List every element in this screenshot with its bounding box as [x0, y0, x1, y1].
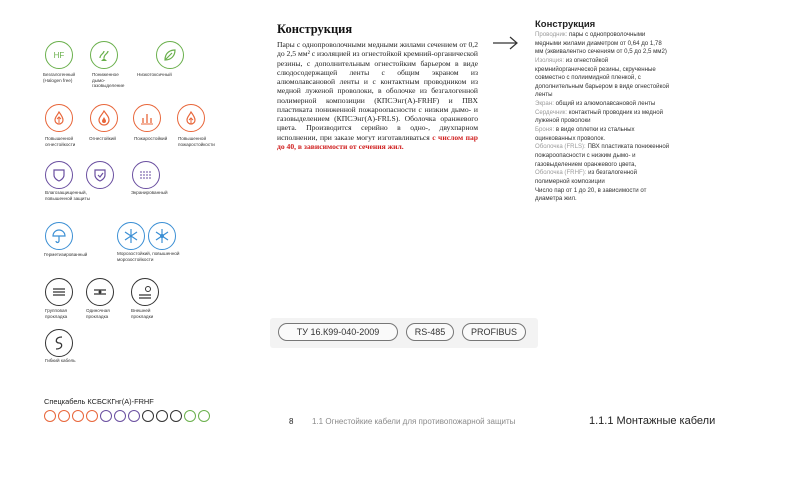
- svg-text:HF: HF: [53, 51, 65, 60]
- feature-label-herm: Герметизированный: [44, 252, 88, 257]
- feature-label-screen: Экранированный: [131, 190, 168, 195]
- feature-label-fr: Повышенной огнестойкости: [45, 136, 76, 147]
- arrow-right-icon: [493, 36, 519, 50]
- outdoor-laying-icon: [170, 410, 182, 422]
- spec-list: [535, 31, 670, 204]
- fire-resistance-icon: [45, 104, 73, 132]
- flexible-cable-icon: [45, 329, 73, 357]
- cable-name: Спецкабель КСБСКГнг(А)-FRHF: [44, 397, 154, 406]
- single-laying-icon: [156, 410, 168, 422]
- spec-item: Оболочка (FRHF): из безгалогенной полимерной композиции: [535, 169, 637, 185]
- feature-label-fp: Пожаростойкий: [134, 136, 168, 141]
- page-number: 8: [289, 417, 294, 426]
- flame-icon: [90, 104, 118, 132]
- feature-label-moist: Влагозащищенный, повышенной защиты: [45, 190, 90, 201]
- single-laying-icon: [86, 278, 114, 306]
- feature-label-frost: Морозостойкий, повышенной морозостойкости: [117, 251, 180, 262]
- feature-label-flex: Гибкий кабель: [45, 358, 76, 363]
- fire-proof-icon: [72, 410, 84, 422]
- spec-item: Число пар от 1 до 20, в зависимости от диаметра жил.: [535, 186, 647, 203]
- snowflake-icon: [117, 222, 145, 250]
- subsection-title: 1.1 Огнестойкие кабели для противопожарной защиты: [312, 417, 516, 426]
- shield-icon: [114, 410, 126, 422]
- screen-icon: [132, 161, 160, 189]
- spec-item: Оболочка (FRLS): ПВХ пластиката пониженной пожароопасности с низким дымо- и газовыделением оранжевого цвета,: [535, 143, 670, 168]
- feature-label-group: Групповая прокладка: [45, 308, 68, 319]
- leaf-icon: [156, 41, 184, 69]
- spec-item: Изоляция: из огнестойкой кремнийорганической резины, скрученные совместно с полиимидной пленкой, с дополнительным барьером в виде огнестойкой ленты: [535, 56, 670, 99]
- standard-badge-tu: ТУ 16.К99-040-2009: [278, 323, 398, 341]
- doc-title: Конструкция: [277, 22, 353, 36]
- high-fire-proof-icon: [86, 410, 98, 422]
- umbrella-icon: [45, 222, 73, 250]
- fire-resistance-icon: [44, 410, 56, 422]
- halogen-free-icon: [184, 410, 196, 422]
- group-laying-icon: [45, 278, 73, 306]
- feature-label-fire: Огнестойкий: [89, 136, 116, 141]
- standard-badge-rs485: RS-485: [406, 323, 454, 341]
- spec-item: Броня: в виде оплетки из стальных оцинкованных проволок.: [535, 126, 635, 142]
- feature-label-hfr: Повышенной пожаростойкости: [178, 136, 215, 147]
- feature-label-hf: Безгалогенный (Halogen free): [43, 72, 76, 83]
- low-smoke-icon: [198, 410, 210, 422]
- moisture-icon: [100, 410, 112, 422]
- feature-label-outdoor: Внешней прокладки: [131, 308, 154, 319]
- section-title: 1.1.1 Монтажные кабели: [589, 415, 716, 427]
- low-smoke-icon: [90, 41, 118, 69]
- spec-item: Проводник: пары с однопроволочными медными жилами диаметром от 0,64 до 1,78 мм (эквивалентно сечениям от 0,5 до 2,5 мм2): [535, 31, 667, 56]
- spec-item: Экран: общий из алюмолавсановой ленты: [535, 100, 656, 108]
- spec-title: Конструкция: [535, 19, 596, 30]
- halogen-free-icon: [45, 41, 73, 69]
- feature-label-lt: Низкотоксичный: [137, 72, 172, 77]
- doc-body-text: Пары с однопроволочными медными жилами сечением от 0,2 до 2,5 мм² с изоляцией из огнестойкой кремний-органической резины, с дополнительным огнестойким барьером в виде слюдосодержащей ленты с общим экраном из алюмолавсановой ленты и с контактным проводником из медной луженой проволоки, в оболочке из безгалогенной полимерной композиции (КПСЭнг(А)-FRHF) и ПВХ пластиката пониженной пожароопасности с низким дымо- и газовыделением (КПСЭнг(А)-FRLS). Оболочка оранжевого цвета. Производится серийно в одно-, двухпарном исполнении, при заказе могут изготавливаться: [277, 40, 478, 142]
- snowflake-icon: [148, 222, 176, 250]
- group-laying-icon: [142, 410, 154, 422]
- moisture-icon: [45, 161, 73, 189]
- standard-badge-profibus: PROFIBUS: [462, 323, 526, 341]
- high-fire-proof-icon: [177, 104, 205, 132]
- screen-icon: [128, 410, 140, 422]
- outdoor-laying-icon: [131, 278, 159, 306]
- feature-label-ls: Пониженное дымо-газовыделение: [92, 72, 125, 89]
- shield-icon: [86, 161, 114, 189]
- doc-body: [277, 40, 478, 151]
- fire-proof-icon: [133, 104, 161, 132]
- doc-body-highlight: с числом пар до 40, в зависимости от сечения жил.: [277, 132, 478, 151]
- flame-icon: [58, 410, 70, 422]
- feature-label-single: Одиночная прокладка: [86, 308, 110, 319]
- spec-item: Сердечник: контактный проводник из медной луженой проволоки: [535, 108, 663, 125]
